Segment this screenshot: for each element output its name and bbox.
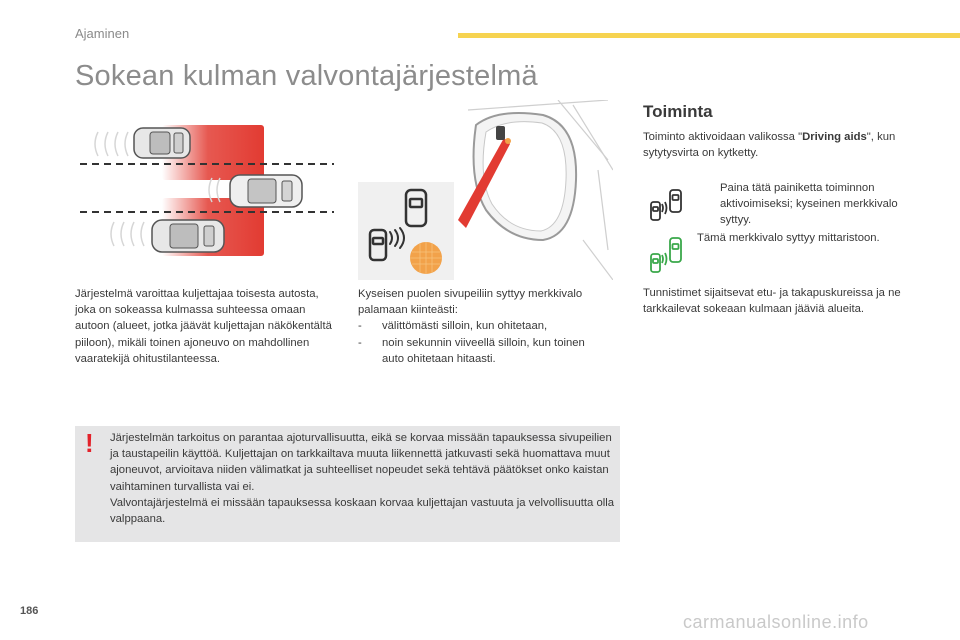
warning-text <box>110 430 615 527</box>
intro-paragraph: Järjestelmä varoittaa kuljettajaa toisesta autosta, joka on sokeassa kulmassa suhteessa omaan autoon (alueet, jotka jäävät kuljettajan näkökentältä piiloon), mikäli toinen ajoneuvo on mahdollinen vaaratekijä ohitustilanteessa. <box>75 288 332 365</box>
activation-instructions <box>643 129 913 161</box>
activation-text-end: ", kun sytytysvirta on kytketty. <box>643 131 896 160</box>
sensors-text: Tunnistimet sijaitsevat etu- ja takapuskureissa ja ne tarkkailevat sokeaan kulmaan jääviä alueita. <box>643 287 901 316</box>
blind-spot-zones-illustration <box>72 120 337 260</box>
header-accent-bar <box>458 33 960 38</box>
car-bottom <box>152 220 224 252</box>
list-item <box>358 318 608 334</box>
step-marker-icon <box>703 180 720 229</box>
menu-name: Driving aids <box>802 131 867 143</box>
side-mirror-lamp-illustration <box>358 100 613 280</box>
blind-spot-button-icon <box>648 188 688 222</box>
list-item <box>358 335 608 367</box>
step-text: Paina tätä painiketta toiminnon aktivoimiseksi; kyseinen merkkivalo syttyy. <box>720 182 898 227</box>
section-label: Ajaminen <box>75 26 130 41</box>
watermark: carmanualsonline.info <box>683 612 869 632</box>
section-heading-toiminta: Toiminta <box>643 102 713 121</box>
car-own <box>230 175 302 207</box>
list-item-text: noin sekunnin viiveellä silloin, kun toinen auto ohitetaan hitaasti. <box>382 336 585 365</box>
warning-paragraph: Valvontajärjestelmä ei missään tapauksessa koskaan korvaa kuljettajan vastuuta ja velvollisuutta olla valppaana. <box>110 496 615 526</box>
warning-icon: ! <box>85 428 94 458</box>
button-step <box>703 180 908 229</box>
dashboard-lamp-text: Tämä merkkivalo syttyy mittaristoon. <box>697 232 880 244</box>
page-number: 186 <box>20 605 39 617</box>
warning-box <box>75 426 620 542</box>
blind-spot-indicator-icon <box>648 236 688 276</box>
lamp-description-intro: Kyseisen puolen sivupeiliin syttyy merkkivalo palamaan kiinteästi: <box>358 288 583 317</box>
page-title: Sokean kulman valvontajärjestelmä <box>75 60 538 92</box>
list-item-text: välittömästi silloin, kun ohitetaan, <box>382 320 548 333</box>
list-item <box>703 180 908 229</box>
list-dash: - <box>358 336 362 349</box>
car-top <box>134 128 190 158</box>
lamp-description <box>358 286 608 367</box>
warning-paragraph: Järjestelmän tarkoitus on parantaa ajoturvallisuutta, eikä se korvaa missään tapauksessa sivupeilien ja taustapeilin käyttöä. Kuljettajan on tarkkailtava muuta liikennettä jatkuvasti sekä huomattava muut ajoneuvot, arvioitava niiden välimatkat ja suhteelliset nopeudet sekä tehtävä päätökset onko kaistan vaihtaminen turvallista vai ei. <box>110 432 612 493</box>
list-dash: - <box>358 320 362 333</box>
activation-text-start: Toiminto aktivoidaan valikossa " <box>643 131 803 143</box>
